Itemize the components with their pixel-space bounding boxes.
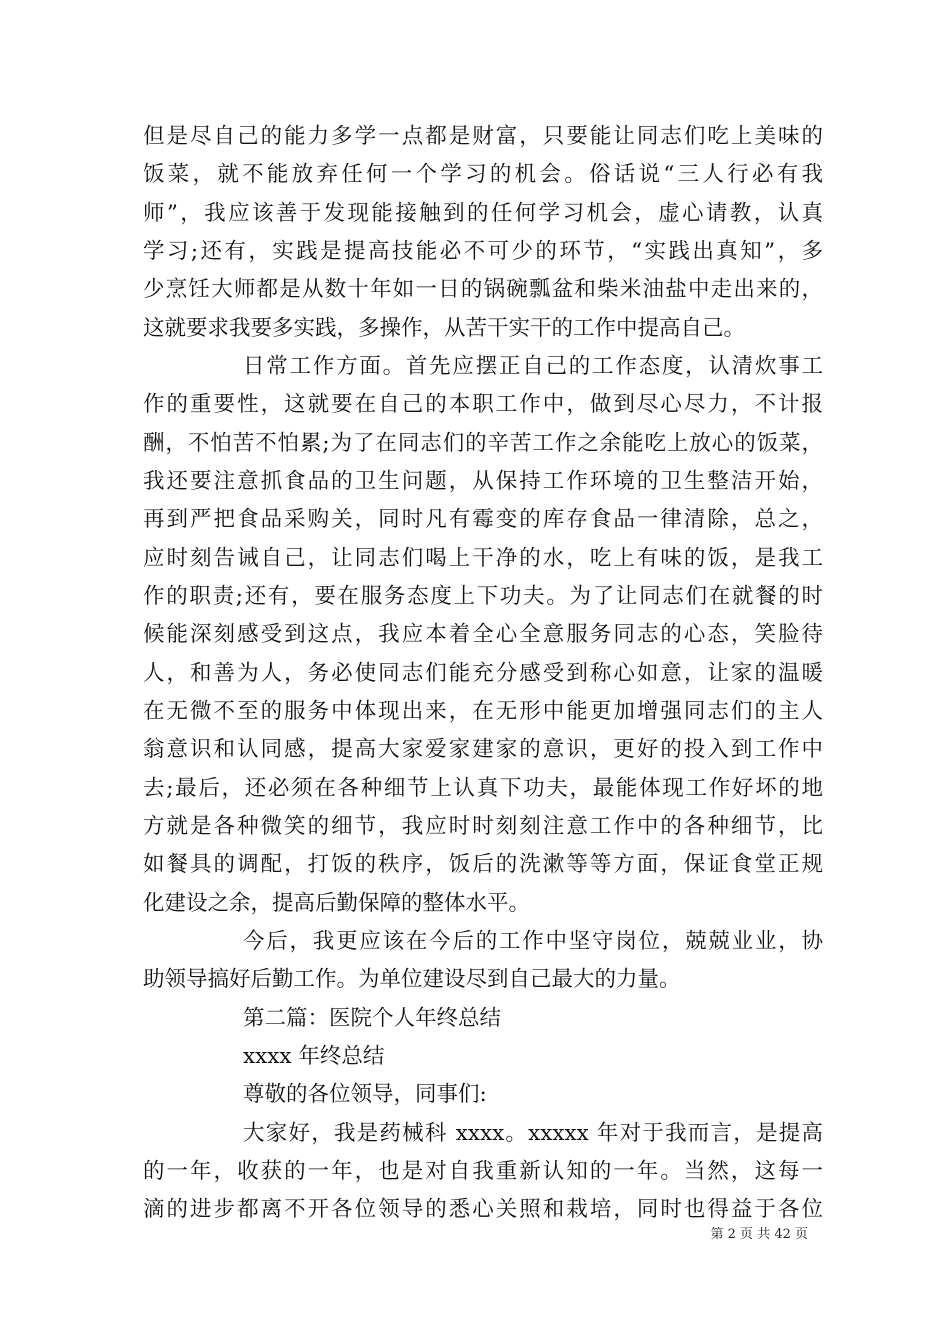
text-line: 师”，我应该善于发现能接触到的任何学习机会，虚心请教，认真 [143,201,823,226]
text-line: 应时刻告诫自己，让同志们喝上干净的水，吃上有味的饭，是我工 [143,546,823,571]
text-line: 这就要求我要多实践，多操作，从苦干实干的工作中提高自己。 [143,316,746,341]
text-line: 翁意识和认同感，提高大家爱家建家的意识，更好的投入到工作中 [143,737,823,762]
text-line: 去;最后，还必须在各种细节上认真下功夫，最能体现工作好坏的地 [143,776,823,801]
text-line: 酬，不怕苦不怕累;为了在同志们的辛苦工作之余能吃上放心的饭菜， [143,431,823,456]
paragraph-start-line: 大家好，我是药械科 xxxx。xxxxx 年对于我而言，是提高 [243,1121,823,1146]
text-line: 助领导搞好后勤工作。为单位建设尽到自己最大的力量。 [143,967,681,992]
text-line: 我还要注意抓食品的卫生问题，从保持工作环境的卫生整洁开始， [143,469,823,494]
document-title: xxxx 年终总结 [243,1044,385,1069]
text-line: 学习;还有，实践是提高技能必不可少的环节，“实践出真知”，多 [143,239,823,264]
text-line: 候能深刻感受到这点，我应本着全心全意服务同志的心态，笑脸待 [143,622,823,647]
text-line: 在无微不至的服务中体现出来，在无形中能更加增强同志们的主人 [143,699,823,724]
text-line: 作的职责;还有，要在服务态度上下功夫。为了让同志们在就餐的时 [143,584,823,609]
paragraph-start-line: 日常工作方面。首先应摆正自己的工作态度，认清炊事工 [243,354,823,379]
text-line: 的一年，收获的一年，也是对自我重新认知的一年。当然，这每一 [143,1159,823,1184]
salutation: 尊敬的各位领导，同事们: [243,1082,487,1107]
text-line: 滴的进步都离不开各位领导的悉心关照和栽培，同时也得益于各位 [143,1197,823,1222]
text-line: 化建设之余，提高后勤保障的整体水平。 [143,891,531,916]
text-line: 人，和善为人，务必使同志们能充分感受到称心如意，让家的温暖 [143,661,823,686]
text-line: 再到严把食品采购关，同时凡有霉变的库存食品一律清除，总之， [143,507,823,532]
paragraph-start-line: 今后，我更应该在今后的工作中坚守岗位，兢兢业业，协 [243,929,823,954]
text-line: 如餐具的调配，打饭的秩序，饭后的洗漱等等方面，保证食堂正规 [143,852,823,877]
text-line: 方就是各种微笑的细节，我应时时刻刻注意工作中的各种细节，比 [143,814,823,839]
text-line: 少烹饪大师都是从数十年如一日的锅碗瓢盆和柴米油盐中走出来的， [143,277,823,302]
text-line: 饭菜，就不能放弃任何一个学习的机会。俗话说“三人行必有我 [143,162,823,187]
text-line: 但是尽自己的能力多学一点都是财富，只要能让同志们吃上美味的 [143,124,823,149]
section-heading: 第二篇：医院个人年终总结 [243,1006,502,1031]
text-line: 作的重要性，这就要在自己的本职工作中，做到尽心尽力，不计报 [143,392,823,417]
page-number: 第 2 页 共 42 页 [710,1227,808,1242]
